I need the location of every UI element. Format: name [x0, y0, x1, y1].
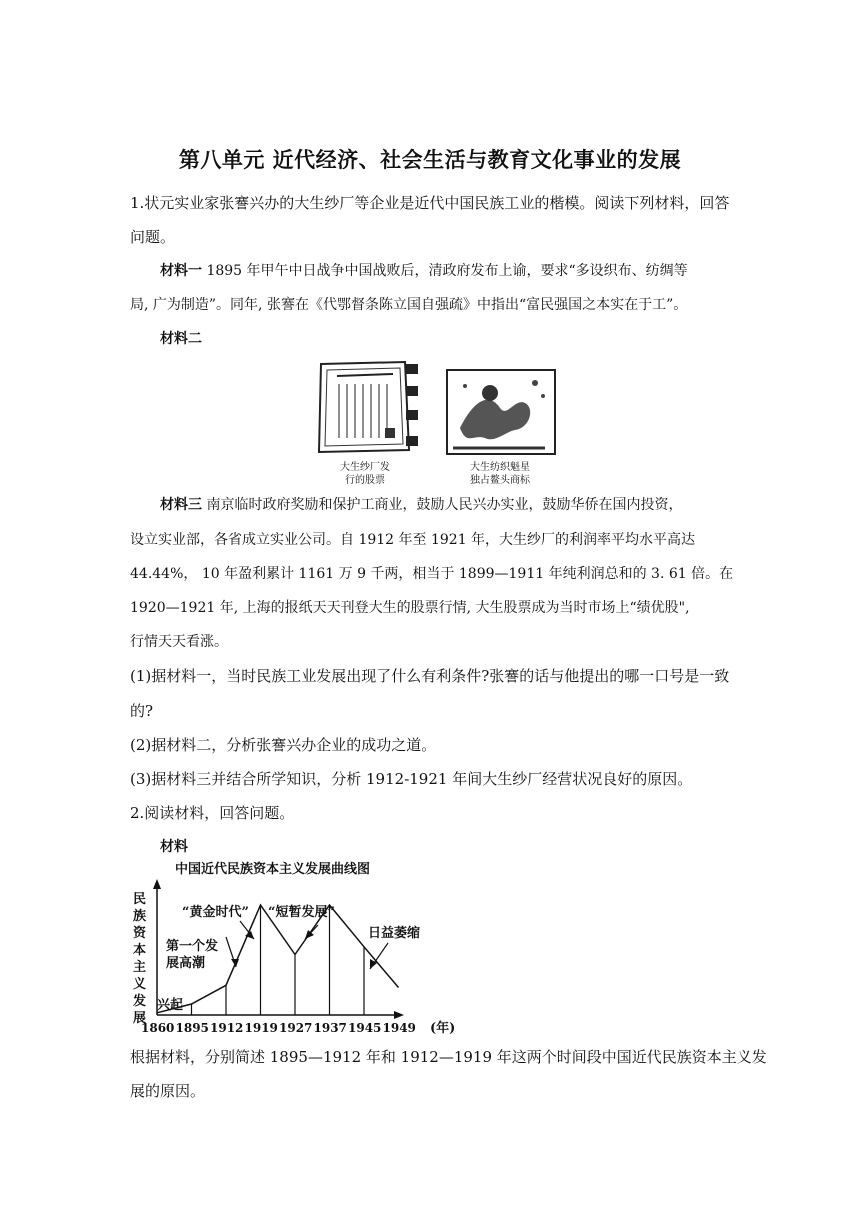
x-tick-1937: 1937 — [313, 1021, 347, 1035]
x-tick-1860: 1860 — [141, 1021, 175, 1035]
material-3 — [160, 494, 682, 514]
stamp-marks — [400, 360, 426, 456]
stock-certificate-caption: 大生纱厂发 行的股票 — [340, 462, 390, 486]
x-tick-1927: 1927 — [279, 1021, 313, 1035]
y-axis-label: 民族资本主义发展 — [133, 892, 147, 1026]
material-3-label: 材料三 — [160, 497, 202, 513]
x-tick-1945: 1945 — [348, 1021, 382, 1035]
page-title: 第八单元 近代经济、社会生活与教育文化事业的发展 — [178, 147, 682, 172]
x-axis-arrow — [394, 1011, 404, 1019]
sub-question-2: (2)据材料二，分析张謇兴办企业的成功之道。 — [130, 736, 437, 754]
annotation-rise: 兴起 — [157, 998, 184, 1013]
q2-material-label: 材料 — [160, 839, 188, 855]
annotation-brief-development: “短暂发展” — [268, 905, 335, 920]
material-3-line5: 行情天天看涨。 — [130, 634, 228, 650]
sub-question-1-cont: 的? — [130, 702, 154, 720]
x-tick-1912: 1912 — [210, 1021, 244, 1035]
material-3-line3: 44.44%， 10 年盈利累计 1161 万 9 千两，相当于 1899—1911 年纯利润总和的 3. 61 倍。在 — [130, 566, 734, 582]
trademark-image — [445, 368, 557, 458]
annotation-golden-age: “黄金时代” — [182, 905, 249, 920]
y-axis-arrow — [153, 879, 161, 889]
material-3-text: 南京临时政府奖励和保护工商业，鼓励人民兴办实业，鼓励华侨在国内投资， — [202, 497, 683, 513]
annotation-first-climax-1: 第一个发 — [166, 939, 219, 954]
material-1-label: 材料一 — [160, 263, 202, 279]
sub-question-1: (1)据材料一，当时民族工业发展出现了什么有利条件?张謇的话与他提出的哪一口号是一致 — [130, 667, 730, 685]
capitalism-development-chart — [130, 855, 470, 1040]
material-1-cont: 局, 广为制造”。同年, 张謇在《代鄂督条陈立国自强疏》中指出“富民强国之本实在于工”。 — [130, 297, 688, 313]
trademark-caption: 大生纺织魁星 独占鳌头商标 — [470, 462, 530, 486]
material-2-label: 材料二 — [160, 331, 202, 347]
q2-stem: 2.阅读材料，回答问题。 — [130, 804, 295, 822]
x-tick-1919: 1919 — [244, 1021, 278, 1035]
q2-question-cont: 展的原因。 — [130, 1082, 206, 1100]
x-tick-1949: 1949 — [382, 1021, 416, 1035]
q2-question: 根据材料，分别简述 1895—1912 年和 1912—1919 年这两个时间段中国近代民族资本主义发 — [130, 1048, 767, 1066]
material-3-line2: 设立实业部，各省成立实业公司。自 1912 年至 1921 年，大生纱厂的利润率平均水平高达 — [130, 532, 696, 548]
sub-question-3: (3)据材料三并结合所学知识，分析 1912-1921 年间大生纱厂经营状况良好的原因。 — [130, 770, 693, 788]
material-3-line4: 1920—1921 年, 上海的报纸天天刊登大生的股票行情, 大生股票成为当时市场上“绩优股", — [130, 600, 690, 616]
x-axis-unit: (年) — [430, 1021, 456, 1036]
q1-stem-cont: 问题。 — [130, 228, 176, 246]
material-1-text: 1895 年甲午中日战争中国战败后，清政府发布上谕，要求“多设织布、纺绸等 — [202, 263, 688, 279]
q1-stem: 1.状元实业家张謇兴办的大生纱厂等企业是近代中国民族工业的楷模。阅读下列材料，回答 — [130, 194, 730, 212]
annotation-first-climax-2: 展高潮 — [166, 956, 206, 971]
annotation-shrinking: 日益萎缩 — [368, 926, 421, 941]
material-1 — [160, 260, 688, 280]
x-tick-1895: 1895 — [175, 1021, 209, 1035]
chart-title: 中国近代民族资本主义发展曲线图 — [175, 862, 371, 877]
